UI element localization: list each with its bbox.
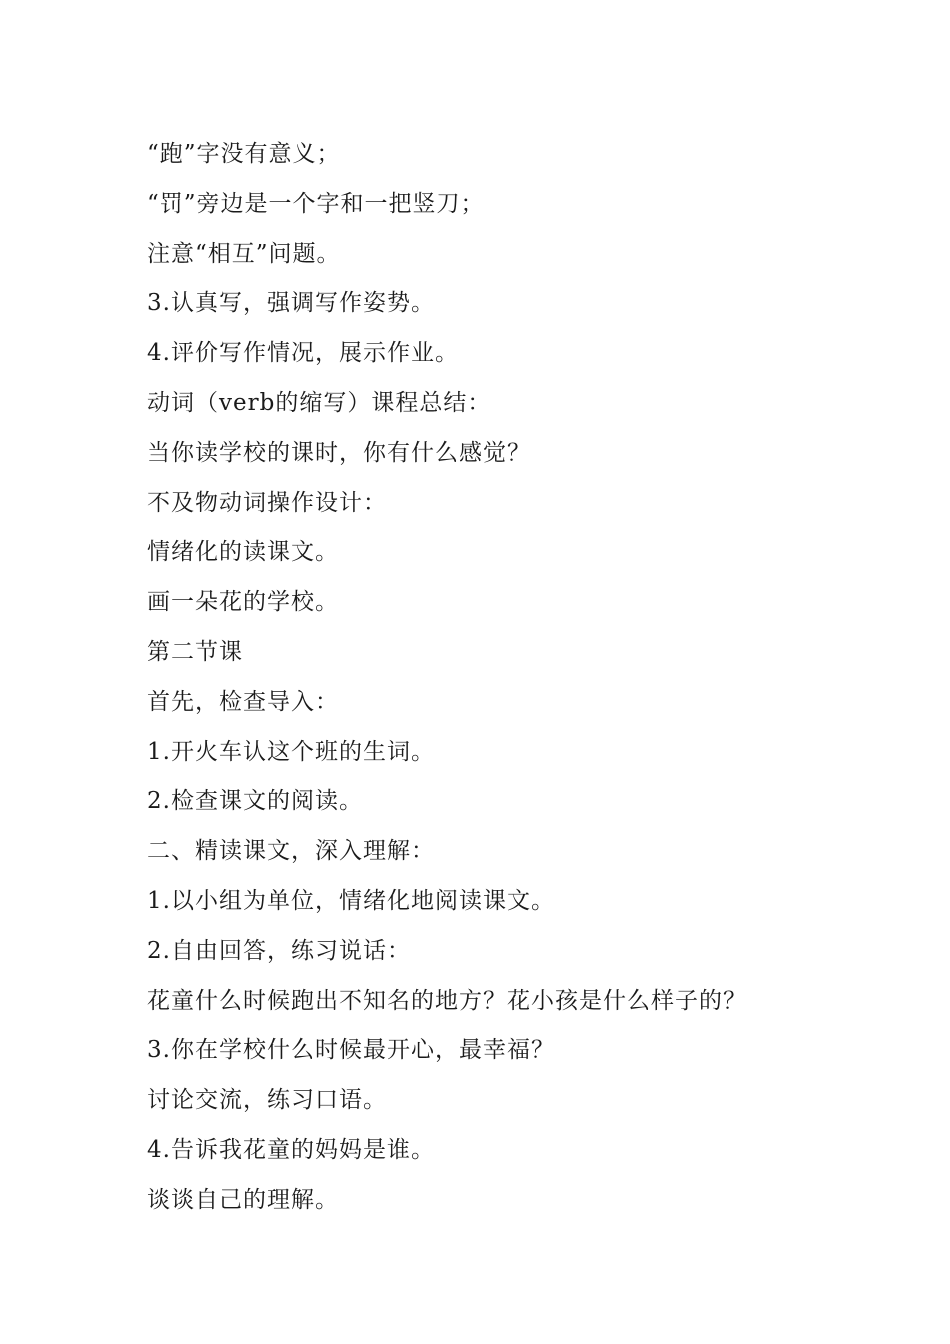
- text-line: 情绪化的读课文。: [147, 539, 339, 566]
- text-line: 3.你在学校什么时候最开心，最幸福？: [147, 1037, 555, 1064]
- text-line: 谈谈自己的理解。: [147, 1186, 339, 1213]
- text-line: 2.自由回答，练习说话：: [147, 937, 411, 964]
- text-line: 首先，检查导入：: [147, 688, 339, 715]
- text-line: 画一朵花的学校。: [147, 589, 339, 616]
- text-line: 4.评价写作情况，展示作业。: [147, 340, 459, 367]
- text-line: 3.认真写，强调写作姿势。: [147, 290, 435, 317]
- text-line: 4.告诉我花童的妈妈是谁。: [147, 1136, 435, 1163]
- text-line: 动词（verb的缩写）课程总结：: [147, 389, 492, 416]
- text-line: 二、精读课文，深入理解：: [147, 838, 435, 865]
- section-heading: 第二节课: [147, 638, 243, 665]
- text-line: 当你读学校的课时，你有什么感觉？: [147, 439, 531, 466]
- text-line: 1.以小组为单位，情绪化地阅读课文。: [147, 887, 555, 914]
- text-line: 不及物动词操作设计：: [147, 489, 387, 516]
- text-line: 1.开火车认这个班的生词。: [147, 738, 435, 765]
- text-line: 2.检查课文的阅读。: [147, 788, 363, 815]
- text-line: “罚”旁边是一个字和一把竖刀；: [147, 190, 485, 217]
- text-line: 注意“相互”问题。: [147, 240, 341, 267]
- text-line: “跑”字没有意义；: [147, 141, 341, 167]
- text-line: 花童什么时候跑出不知名的地方？花小孩是什么样子的？: [147, 987, 747, 1014]
- text-line: 讨论交流，练习口语。: [147, 1087, 387, 1114]
- document-body: [147, 130, 847, 1226]
